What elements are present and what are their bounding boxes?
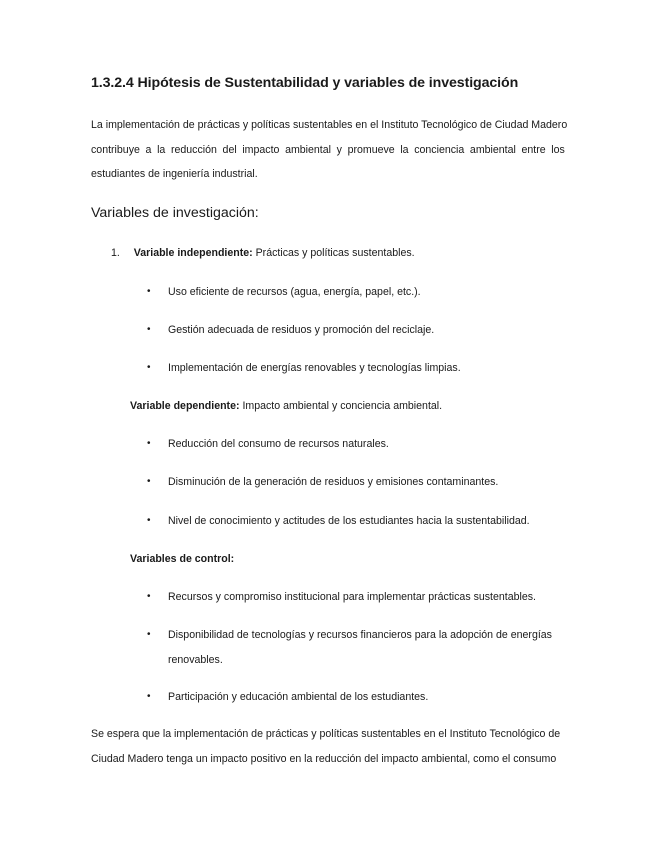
intro-line-2 <box>91 145 565 156</box>
section-heading: 1.3.2.4 Hipótesis de Sustentabilidad y variables de investigación <box>91 75 519 91</box>
control-variables-item <box>130 554 234 565</box>
intro-word: a <box>145 144 152 156</box>
intro-word: contribuye <box>91 144 140 156</box>
bullet-glyph: • <box>147 476 151 487</box>
intro-word: entre <box>521 144 546 156</box>
bullet-glyph: • <box>147 591 151 602</box>
independent-bullet: Uso eficiente de recursos (agua, energía, papel, etc.). <box>168 286 421 298</box>
independent-variable-label: Variable independiente: <box>133 247 253 259</box>
dependent-variable-label: Variable dependiente: <box>130 400 240 412</box>
conclusion-line-1: Se espera que la implementación de prácticas y políticas sustentables en el Instituto Tecnológico de <box>91 728 561 740</box>
independent-variable-text: Prácticas y políticas sustentables. <box>252 247 415 259</box>
bullet-glyph: • <box>147 629 151 640</box>
bullet-glyph: • <box>147 286 151 297</box>
control-bullet: Disponibilidad de tecnologías y recursos financieros para la adopción de energías <box>168 629 552 641</box>
independent-bullet: Implementación de energías renovables y tecnologías limpias. <box>168 362 461 374</box>
dependent-variable-text: Impacto ambiental y conciencia ambiental. <box>239 400 443 412</box>
bullet-glyph: • <box>147 324 151 335</box>
control-variables-label: Variables de control: <box>130 553 235 565</box>
bullet-glyph: • <box>147 362 151 373</box>
independent-bullet: Gestión adecuada de residuos y promoción del reciclaje. <box>168 324 435 336</box>
conclusion-line-2: Ciudad Madero tenga un impacto positivo en la reducción del impacto ambiental, como el consumo <box>91 753 557 765</box>
intro-word: promueve <box>347 144 395 156</box>
list-number: 1. <box>111 247 120 259</box>
independent-variable-item <box>111 248 415 259</box>
intro-word: y <box>336 144 342 156</box>
intro-word: ambiental <box>469 144 516 156</box>
intro-word: impacto <box>242 144 280 156</box>
intro-line-1: La implementación de prácticas y políticas sustentables en el Instituto Tecnológico de Ciudad Madero <box>91 119 568 131</box>
control-bullet: Recursos y compromiso institucional para implementar prácticas sustentables. <box>168 591 536 603</box>
control-bullet: Participación y educación ambiental de los estudiantes. <box>168 691 429 703</box>
intro-word: la <box>400 144 409 156</box>
intro-word: ambiental <box>285 144 331 156</box>
intro-word: del <box>222 144 237 156</box>
dependent-bullet: Reducción del consumo de recursos naturales. <box>168 438 389 450</box>
intro-word: la <box>157 144 166 156</box>
intro-word: los <box>551 144 565 156</box>
bullet-glyph: • <box>147 515 151 526</box>
dependent-variable-item <box>130 401 442 412</box>
intro-word: reducción <box>170 144 217 156</box>
control-bullet-continuation: renovables. <box>168 654 223 666</box>
dependent-bullet: Nivel de conocimiento y actitudes de los estudiantes hacia la sustentabilidad. <box>168 515 530 527</box>
bullet-glyph: • <box>147 438 151 449</box>
variables-heading: Variables de investigación: <box>91 205 259 221</box>
dependent-bullet: Disminución de la generación de residuos y emisiones contaminantes. <box>168 476 499 488</box>
intro-line-3: estudiantes de ingeniería industrial. <box>91 168 258 180</box>
intro-word: conciencia <box>414 144 465 156</box>
bullet-glyph: • <box>147 691 151 702</box>
